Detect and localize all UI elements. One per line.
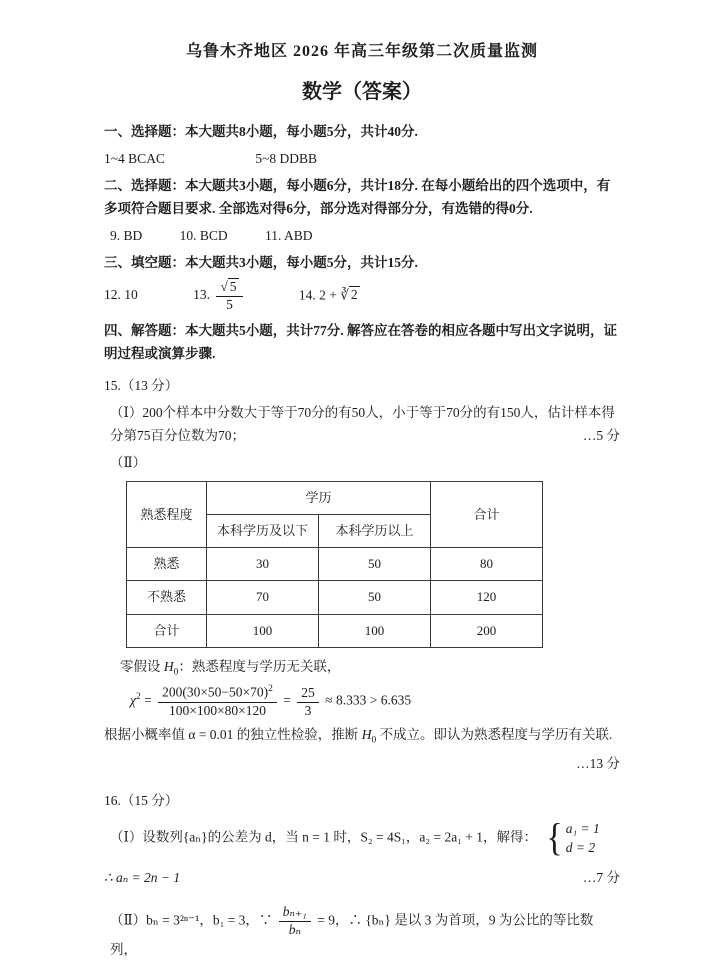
table-row bbox=[127, 548, 543, 581]
conclusion-pre: 根据小概率值 α = 0.01 的独立性检验，推断 bbox=[104, 726, 362, 742]
cell-below: 70 bbox=[207, 581, 319, 614]
left-brace: { bbox=[546, 816, 563, 860]
fraction-sqrt5-over-5 bbox=[216, 279, 242, 314]
cell-total: 120 bbox=[431, 581, 543, 614]
section3-answers bbox=[104, 279, 620, 314]
h0-symbol: H bbox=[163, 658, 174, 674]
problem16-part2-pre: （Ⅱ）bₙ = 3²ⁿ⁻¹，b₁ = 3，∵ bbox=[110, 912, 273, 928]
doc-subtitle: 数学（答案） bbox=[302, 81, 422, 104]
ratio-fraction bbox=[279, 904, 311, 939]
answer-13 bbox=[193, 278, 249, 312]
equals-sign: = bbox=[144, 693, 152, 709]
answer-14 bbox=[299, 286, 360, 302]
answer-12: 12. 10 bbox=[104, 287, 138, 303]
header-familiarity: 熟悉程度 bbox=[127, 482, 207, 548]
chi-exponent: 2 bbox=[135, 692, 141, 703]
chi-fraction-numerator bbox=[158, 684, 277, 701]
row-label: 熟悉 bbox=[127, 548, 207, 581]
ratio-numerator: bₙ₊₁ bbox=[282, 903, 307, 919]
crosstab-table bbox=[126, 481, 543, 647]
row-label: 合计 bbox=[127, 614, 207, 647]
section3-heading: 三、填空题：本大题共3小题，每小题5分，共计15分. bbox=[104, 254, 418, 270]
header-edu-above: 本科学历以上 bbox=[319, 515, 431, 548]
row-label: 不熟悉 bbox=[127, 581, 207, 614]
doc-title: 乌鲁木齐地区 2026 年高三年级第二次质量监测 bbox=[185, 43, 538, 60]
cell-total: 80 bbox=[431, 548, 543, 581]
answer-10: 10. BCD bbox=[179, 227, 228, 243]
h0-post: ：熟悉程度与学历无关联， bbox=[178, 658, 341, 674]
radical-sign: √ bbox=[220, 278, 228, 294]
cell-above: 50 bbox=[319, 581, 431, 614]
conclusion-h0-subscript: 0 bbox=[371, 735, 377, 746]
problem16-part2-mid: = 9，∴ {bₙ} 是以 3 为首项，9 为公比的等比数列， bbox=[110, 912, 594, 957]
fraction-numerator bbox=[216, 279, 242, 296]
h0-subscript: 0 bbox=[173, 667, 179, 678]
answer-9: 9. BD bbox=[110, 227, 143, 243]
section2-heading: 二、选择题：本大题共3小题，每小题6分，共计18分. 在每小题给出的四个选项中，有多项符合题目要求. 全部选对得6分，部分选对得部分分，有选错的得0分. bbox=[104, 178, 611, 216]
result-numerator: 25 bbox=[301, 684, 315, 700]
equals-sign: = bbox=[283, 693, 291, 709]
radicand: 5 bbox=[229, 278, 237, 294]
table-header-row-1 bbox=[127, 482, 543, 515]
section4-heading: 四、解答题：本大题共5小题，共计77分. 解答应在答卷的相应各题中写出文字说明，证明过程或演算步骤. bbox=[104, 322, 617, 361]
problem16-part1-score: …7 分 bbox=[582, 869, 620, 885]
problem16-part1-text: （Ⅰ）设数列{aₙ}的公差为 d，当 n = 1 时，S₂ = 4S₁，a₂ = 2a₁ + 1，解得： bbox=[110, 829, 538, 845]
null-hypothesis-line bbox=[104, 656, 620, 681]
equation-system bbox=[546, 816, 600, 860]
problem15-number: 15.（13 分） bbox=[104, 378, 179, 394]
cell-above: 50 bbox=[319, 548, 431, 581]
chi-numerator-exponent: 2 bbox=[268, 684, 273, 695]
problem16-part2 bbox=[104, 904, 620, 962]
chi-approximation: ≈ 8.333 > 6.635 bbox=[325, 693, 412, 709]
cell-above: 100 bbox=[319, 614, 431, 647]
table-row bbox=[127, 581, 543, 614]
chi-main-fraction bbox=[158, 684, 277, 719]
cell-total: 200 bbox=[431, 614, 543, 647]
chi-square-formula bbox=[104, 684, 620, 719]
chi-result-fraction bbox=[297, 685, 319, 720]
conclusion-post: 不成立。即认为熟悉程度与学历有关联. bbox=[376, 726, 613, 742]
cube-root-radicand: 2 bbox=[350, 287, 358, 303]
answer-13-label: 13. bbox=[193, 287, 210, 303]
problem15-part2-label: （Ⅱ） bbox=[110, 455, 147, 471]
general-term-formula: ∴ aₙ = 2n − 1 bbox=[104, 869, 181, 885]
section2-answers bbox=[104, 225, 620, 248]
cube-root-sign: ∛ bbox=[340, 287, 349, 303]
header-edu-below: 本科学历及以下 bbox=[207, 515, 319, 548]
header-education: 学历 bbox=[207, 482, 431, 515]
system-equation-1: a₁ = 1 bbox=[565, 821, 600, 837]
system-equation-2: d = 2 bbox=[565, 839, 596, 855]
h0-pre: 零假设 bbox=[120, 658, 164, 674]
header-total: 合计 bbox=[431, 482, 543, 548]
answers-5-8: 5~8 DDBB bbox=[255, 151, 318, 167]
problem15-part1-text: （Ⅰ）200个样本中分数大于等于70分的有50人，小于等于70分的有150人，估计样本得分第75百分位数为70； bbox=[110, 405, 615, 444]
answer-14-label: 14. bbox=[298, 287, 316, 303]
fraction-denominator: 5 bbox=[216, 296, 242, 314]
problem15-part1 bbox=[104, 402, 620, 448]
section1-answers bbox=[104, 148, 620, 171]
conclusion-h0: H bbox=[361, 726, 372, 742]
table-row bbox=[127, 614, 543, 647]
cell-below: 30 bbox=[207, 548, 319, 581]
problem15-conclusion bbox=[104, 724, 620, 749]
answer-14-pre: 2 + bbox=[319, 287, 337, 303]
problem16-part1-result-line bbox=[104, 867, 620, 890]
system-equations bbox=[566, 820, 600, 856]
chi-fraction-denominator: 100×100×80×120 bbox=[158, 702, 277, 720]
cell-below: 100 bbox=[207, 614, 319, 647]
result-denominator: 3 bbox=[297, 702, 319, 720]
problem15-score: …13 分 bbox=[576, 755, 620, 771]
chi-symbol: χ bbox=[130, 693, 136, 709]
answer-11: 11. ABD bbox=[265, 227, 313, 243]
chi-numerator-expression: 200(30×50−50×70) bbox=[162, 684, 269, 700]
answer-14-expression bbox=[319, 286, 359, 302]
section1-heading: 一、选择题：本大题共8小题，每小题5分，共计40分. bbox=[104, 124, 418, 140]
problem16-number: 16.（15 分） bbox=[104, 792, 179, 808]
ratio-denominator: bₙ bbox=[279, 921, 311, 939]
answers-1-4: 1~4 BCAC bbox=[104, 151, 165, 167]
problem16-part1 bbox=[104, 816, 620, 860]
problem15-part1-score: …5 分 bbox=[582, 428, 620, 444]
